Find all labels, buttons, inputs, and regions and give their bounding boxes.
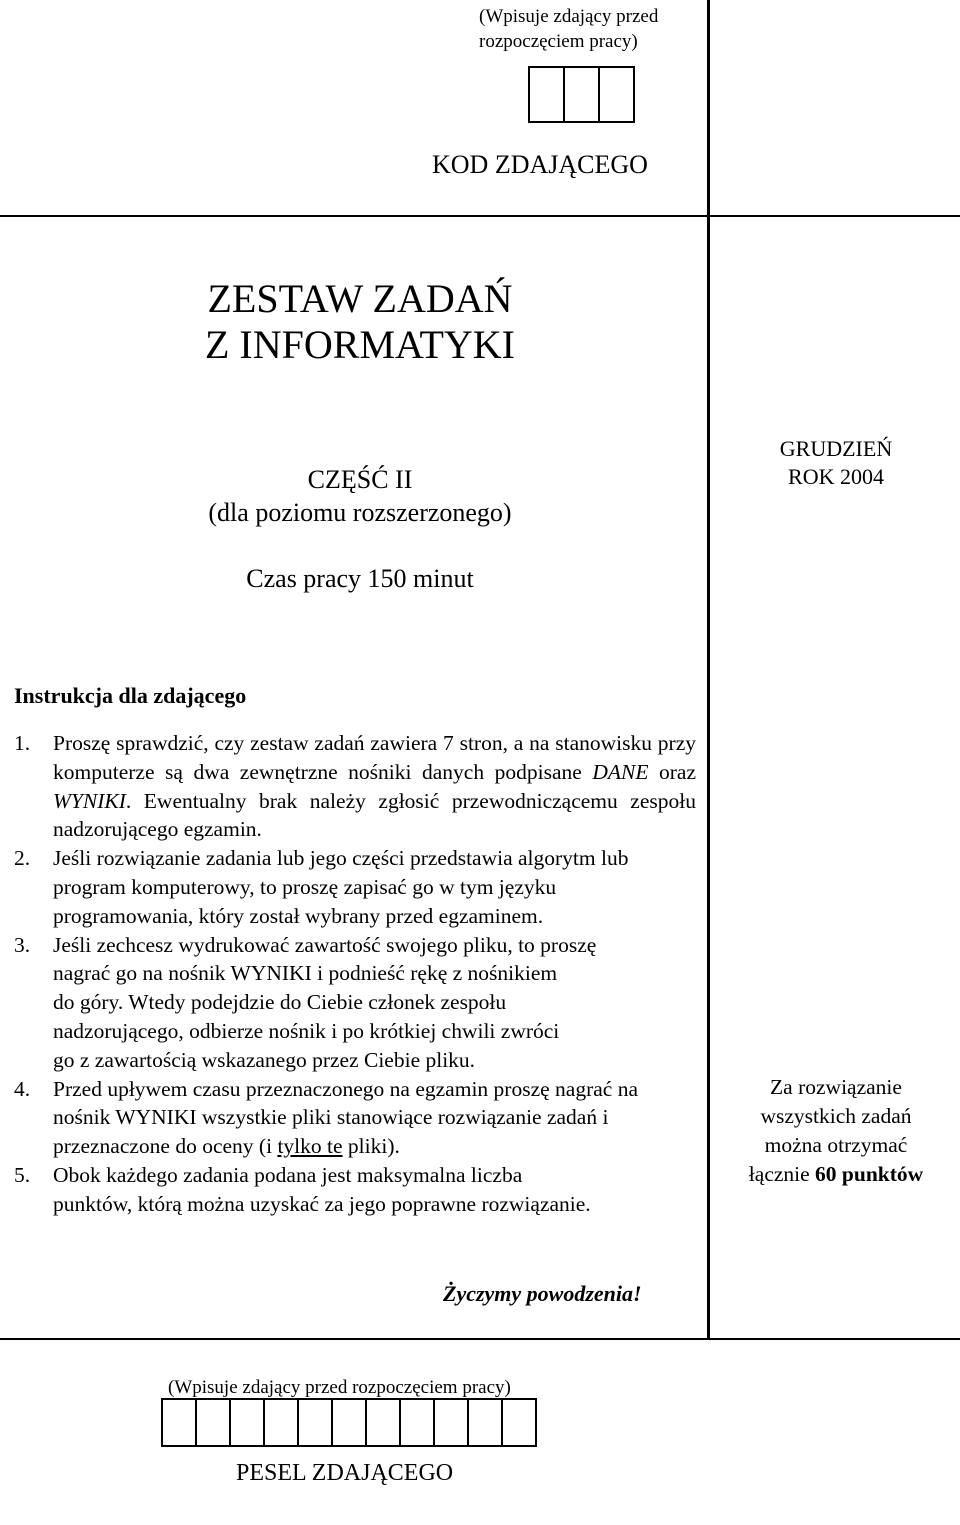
good-luck-message: Życzymy powodzenia! <box>443 1281 642 1306</box>
vertical-divider <box>707 0 710 1340</box>
pesel-digit-box[interactable] <box>501 1398 537 1447</box>
code-fill-note: (Wpisuje zdający przed rozpoczęciem pracy) <box>479 6 659 52</box>
instructions-heading: Instrukcja dla zdającego <box>14 683 247 708</box>
pesel-digit-box[interactable] <box>365 1398 401 1447</box>
code-digit-box[interactable] <box>563 66 600 123</box>
pesel-boxes <box>161 1398 537 1447</box>
code-digit-box[interactable] <box>598 66 635 123</box>
instruction-item: 1. Proszę sprawdzić, czy zestaw zadań zawiera 7 stron, a na stanowisku przy komputerze są dwa zewnętrzne nośniki danych podpisane DANE oraz WYNIKI. Ewentualny brak należy zgłosić przewodniczącemu zespołu nadzorującego egzamin. <box>14 731 696 842</box>
pesel-digit-box[interactable] <box>195 1398 231 1447</box>
pesel-digit-box[interactable] <box>297 1398 333 1447</box>
pesel-digit-box[interactable] <box>331 1398 367 1447</box>
pesel-digit-box[interactable] <box>229 1398 265 1447</box>
pesel-digit-box[interactable] <box>467 1398 503 1447</box>
exam-title: ZESTAW ZADAŃ Z INFORMATYKI <box>205 276 515 367</box>
pesel-digit-box[interactable] <box>433 1398 469 1447</box>
candidate-code-boxes <box>528 66 635 123</box>
instruction-item: 2. Jeśli rozwiązanie zadania lub jego części przedstawia algorytm lub program komputerowy, to proszę zapisać go w tym języku programowania, który został wybrany przed egzaminem. <box>14 846 629 928</box>
pesel-digit-box[interactable] <box>399 1398 435 1447</box>
instructions-list <box>14 729 696 1219</box>
pesel-digit-box[interactable] <box>161 1398 197 1447</box>
code-digit-box[interactable] <box>528 66 565 123</box>
total-points-note: Za rozwiązanie wszystkich zadań można otrzymać łącznie 60 punktów <box>748 1075 924 1186</box>
pesel-fill-note: (Wpisuje zdający przed rozpoczęciem pracy) <box>168 1377 511 1398</box>
footer-divider <box>0 1338 960 1340</box>
header-divider <box>0 215 960 217</box>
exam-part: CZĘŚĆ II (dla poziomu rozszerzonego) <box>208 465 512 527</box>
instruction-item: 4. Przed upływem czasu przeznaczonego na egzamin proszę nagrać na nośnik WYNIKI wszystkie pliki stanowiące rozwiązanie zadań i przeznaczone do oceny (i tylko te pliki). <box>14 1076 638 1159</box>
instruction-item: 3. Jeśli zechcesz wydrukować zawartość swojego pliku, to proszę nagrać go na nośnik WYNIKI i podnieść rękę z nośnikiem do góry. Wtedy podejdzie do Ciebie członek zespołu nadzorującego, odbierze nośnik i po krótkiej chwili zwróci go z zawartością wskazanego przez Ciebie pliku. <box>14 932 597 1072</box>
exam-duration: Czas pracy 150 minut <box>246 564 474 593</box>
pesel-label: PESEL ZDAJĄCEGO <box>236 1460 454 1486</box>
instruction-item: 5. Obok każdego zadania podana jest maksymalna liczba punktów, którą można uzyskać za jego poprawne rozwiązanie. <box>14 1162 591 1216</box>
candidate-code-label: KOD ZDAJĄCEGO <box>432 150 648 179</box>
exam-date: GRUDZIEŃ ROK 2004 <box>779 436 893 489</box>
pesel-digit-box[interactable] <box>263 1398 299 1447</box>
